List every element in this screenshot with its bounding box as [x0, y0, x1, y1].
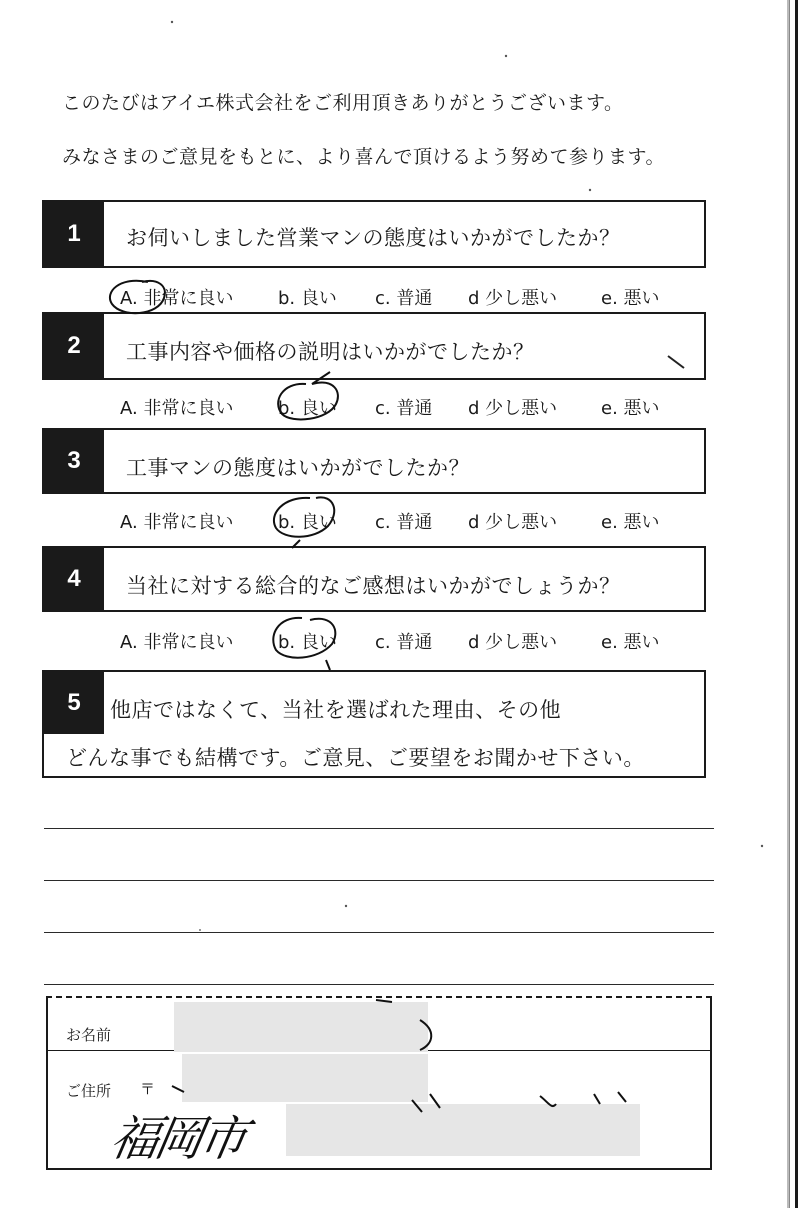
question-3-text: 工事マンの態度はいかがでしたか？ — [126, 456, 470, 480]
q4-option-c[interactable]: c. 普通 — [375, 632, 433, 653]
q3-option-c[interactable]: c. 普通 — [375, 512, 433, 533]
q3-option-e[interactable]: e. 悪い — [601, 512, 660, 533]
question-4-text: 当社に対する総合的なご感想はいかがでしょうか？ — [126, 574, 621, 598]
question-number: 1 — [44, 202, 104, 266]
q1-option-a[interactable]: A. 非常に良い — [120, 288, 234, 309]
q2-option-d[interactable]: d 少し悪い — [468, 398, 558, 419]
question-5-text-line-1: 他店ではなくて、当社を選ばれた理由、その他 — [110, 698, 562, 722]
question-2-text: 工事内容や価格の説明はいかがでしたか？ — [126, 340, 535, 364]
intro-line-2: みなさまのご意見をもとに、より喜んで頂けるよう努めて参ります。 — [62, 146, 665, 168]
selection-circle-q3 — [274, 497, 334, 548]
selection-circle-q1 — [110, 281, 165, 313]
q4-option-a[interactable]: A. 非常に良い — [120, 632, 234, 653]
question-5-text-line-2: どんな事でも結構です。ご意見、ご要望をお聞かせ下さい。 — [66, 746, 645, 770]
q3-option-b[interactable]: b. 良い — [278, 512, 337, 533]
q2-option-e[interactable]: e. 悪い — [601, 398, 660, 419]
question-number: 5 — [44, 672, 104, 734]
name-label: お名前 — [66, 1026, 112, 1044]
q1-option-c[interactable]: c. 普通 — [375, 288, 433, 309]
question-1-text: お伺いしました営業マンの態度はいかがでしたか？ — [126, 226, 621, 250]
q4-option-e[interactable]: e. 悪い — [601, 632, 660, 653]
q3-option-d[interactable]: d 少し悪い — [468, 512, 558, 533]
q4-option-d[interactable]: d 少し悪い — [468, 632, 558, 653]
handwritten-city: 福岡市 — [106, 1111, 249, 1167]
selection-circle-q2 — [278, 372, 338, 419]
question-number: 4 — [44, 548, 104, 610]
selection-circle-q4 — [273, 618, 335, 670]
q2-option-b[interactable]: b. 良い — [278, 398, 337, 419]
q4-option-b[interactable]: b. 良い — [278, 632, 337, 653]
q1-option-d[interactable]: d 少し悪い — [468, 288, 558, 309]
intro-line-1: このたびはアイエ株式会社をご利用頂きありがとうございます。 — [62, 92, 624, 114]
q1-option-b[interactable]: b. 良い — [278, 288, 337, 309]
question-number: 2 — [44, 314, 104, 378]
q3-option-a[interactable]: A. 非常に良い — [120, 512, 234, 533]
postal-mark: 〒 — [140, 1080, 156, 1098]
q2-option-a[interactable]: A. 非常に良い — [120, 398, 234, 419]
question-number: 3 — [44, 430, 104, 492]
q1-option-e[interactable]: e. 悪い — [601, 288, 660, 309]
address-label: ご住所 — [66, 1082, 112, 1100]
q2-option-c[interactable]: c. 普通 — [375, 398, 433, 419]
